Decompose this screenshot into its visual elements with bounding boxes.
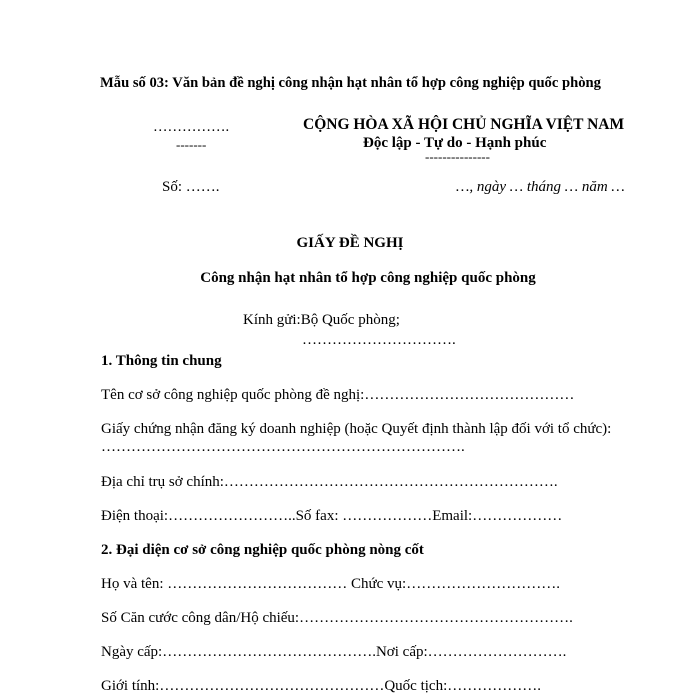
- document-date: …, ngày … tháng … năm …: [456, 179, 625, 195]
- recipient-line: Kính gửi:Bộ Quốc phòng;: [243, 312, 400, 328]
- head-office-address-field: Địa chỉ trụ sở chính:………………………………………………………….: [101, 474, 558, 490]
- recipient-placeholder: ………………………….: [302, 332, 456, 348]
- form-code: Mẫu số 03: Văn bản đề nghị công nhận hạt nhân tổ hợp công nghiệp quốc phòng: [100, 75, 601, 91]
- section-1-title: 1. Thông tin chung: [101, 353, 222, 369]
- registration-certificate-label: Giấy chứng nhận đăng ký doanh nghiệp (hoặc Quyết định thành lập đối với tổ chức):: [101, 421, 612, 437]
- motto-divider: ---------------: [425, 149, 490, 164]
- registration-certificate-field: ……………………………………………………………….: [101, 439, 465, 455]
- organization-divider: -------: [176, 137, 207, 152]
- id-number-field: Số Căn cước công dân/Hộ chiếu:……………………………………………….: [101, 610, 573, 626]
- organization-placeholder: …………….: [153, 119, 230, 135]
- gender-nationality-field: Giới tính:………………………………………Quốc tịch:……………….: [101, 678, 542, 694]
- issue-info-field: Ngày cấp:…………………………………….Nơi cấp:……………………….: [101, 644, 567, 660]
- national-motto: Độc lập - Tự do - Hạnh phúc: [363, 135, 547, 151]
- document-subtitle: Công nhận hạt nhân tổ hợp công nghiệp quốc phòng: [200, 270, 536, 286]
- document-title: GIẤY ĐỀ NGHỊ: [296, 235, 404, 251]
- document-number: Số: …….: [162, 179, 220, 195]
- facility-name-field: Tên cơ sở công nghiệp quốc phòng đề nghị:……………………………………: [101, 387, 575, 403]
- section-2-title: 2. Đại diện cơ sở công nghiệp quốc phòng nòng cốt: [101, 542, 424, 558]
- national-title: CỘNG HÒA XÃ HỘI CHỦ NGHĨA VIỆT NAM: [303, 116, 625, 133]
- contact-field: Điện thoại:……………………..Số fax: ………………Email:………………: [101, 508, 563, 524]
- representative-name-field: Họ và tên: ……………………………… Chức vụ:………………………….: [101, 576, 560, 592]
